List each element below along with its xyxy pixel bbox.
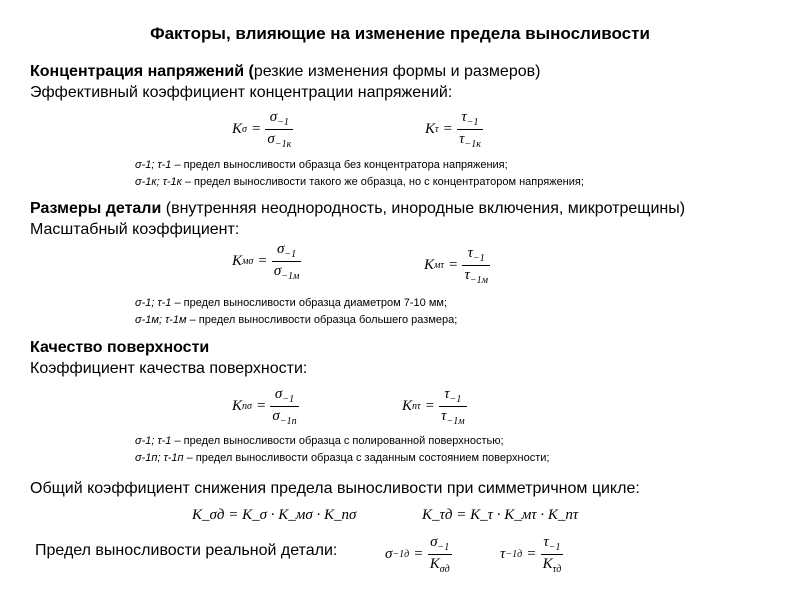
formula-k-sigma-d: K_σд = K_σ · K_мσ · K_пσ	[192, 507, 357, 523]
total-coef-line: Общий коэффициент снижения предела выносливости при симметричном цикле:	[30, 480, 640, 497]
scale-coef-line: Масштабный коэффициент:	[30, 221, 240, 238]
formula-tau-1d: τ −1д = $\frac{\tau_{-1}}{K_{\tau д}}$	[500, 534, 562, 575]
note-line: σ-1; τ-1 – предел выносливости образца без концентратора напряжения;	[135, 159, 508, 171]
note-line: σ-1к; τ-1к – предел выносливости такого же образца, но с концентратором напряжения;	[135, 176, 584, 188]
formula-k-p-sigma: K пσ = $\frac{\sigma_{-1}}{\sigma_{-1п}}$	[232, 386, 297, 427]
section-concentration-heading: Концентрация напряжений (резкие изменения формы и размеров)	[30, 63, 541, 80]
formula-sigma-1d: σ −1д = $\frac{\sigma_{-1}}{K_{\sigma д}}$	[385, 534, 450, 575]
formula-k-tau: K τ = $\frac{\tau_{-1}}{\tau_{-1к}}$	[425, 109, 481, 150]
formula-k-m-sigma: K мσ = $\frac{\sigma_{-1}}{\sigma_{-1м}}$	[232, 241, 300, 282]
note-line: σ-1; τ-1 – предел выносливости образца диаметром 7-10 мм;	[135, 297, 448, 309]
note-line: σ-1м; τ-1м – предел выносливости образца большего размера;	[135, 314, 458, 326]
page-title: Факторы, влияющие на изменение предела выносливости	[150, 24, 650, 43]
surface-coef-line: Коэффициент качества поверхности:	[30, 360, 308, 377]
concentration-coef-line: Эффективный коэффициент концентрации напряжений:	[30, 84, 453, 101]
formula-k-sigma: K σ = $\frac{\sigma_{-1}}{\sigma_{-1к}}$	[232, 109, 292, 150]
section-size-heading: Размеры детали (внутренняя неоднородность, инородные включения, микротрещины)	[30, 200, 686, 217]
formula-k-p-tau: K пτ = $\frac{\tau_{-1}}{\tau_{-1м}}$	[402, 386, 465, 427]
formula-k-m-tau: K мτ = $\frac{\tau_{-1}}{\tau_{-1м}}$	[424, 245, 488, 286]
note-line: σ-1; τ-1 – предел выносливости образца с полированной поверхностью;	[135, 435, 504, 447]
note-line: σ-1п; τ-1п – предел выносливости образца с заданным состоянием поверхности;	[135, 452, 550, 464]
real-limit-label: Предел выносливости реальной детали:	[35, 542, 338, 559]
formula-k-tau-d: K_τд = K_τ · K_мτ · K_пτ	[422, 507, 579, 523]
section-surface-heading: Качество поверхности	[30, 339, 210, 356]
